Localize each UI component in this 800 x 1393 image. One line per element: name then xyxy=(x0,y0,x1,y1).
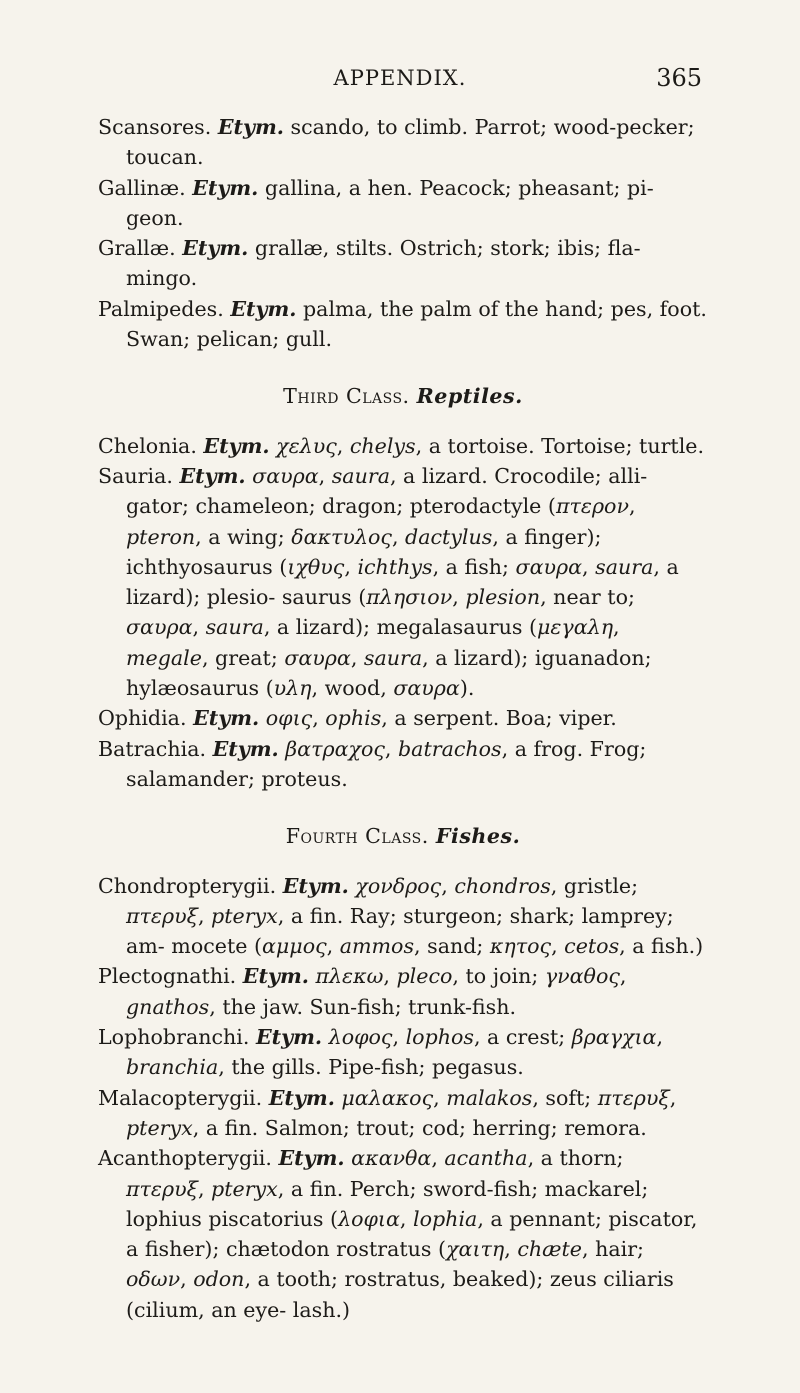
entry-text: gallina, a hen. Peacock; pheasant; pi- geon. xyxy=(126,175,654,230)
transliteration: pteryx xyxy=(211,903,278,928)
greek-word: πτερυξ xyxy=(126,903,198,928)
etym-label: Etym. xyxy=(278,1146,345,1171)
greek-word: πλεκω xyxy=(315,964,384,989)
entry-grallae xyxy=(98,233,708,294)
entry-term: Lophobranchi. xyxy=(98,1025,250,1050)
transliteration: saura xyxy=(363,645,423,670)
transliteration: gnathos xyxy=(126,994,210,1019)
transliteration: pleco xyxy=(396,964,453,989)
entry-text: , a serpent. Boa; viper. xyxy=(381,706,617,731)
transliteration: acantha xyxy=(444,1146,528,1171)
entry-text: scando, to climb. Parrot; wood-pecker; toucan. xyxy=(126,115,695,170)
transliteration: batrachos xyxy=(398,736,502,761)
section-heading-reptiles xyxy=(98,381,708,411)
section-heading-fishes xyxy=(98,821,708,851)
entry-text: , hair; xyxy=(581,1237,644,1262)
entry-text: ). xyxy=(459,676,475,701)
class-label: Third Class. xyxy=(283,384,410,409)
transliteration: ophis xyxy=(325,706,382,731)
entry-palmipedes xyxy=(98,294,708,355)
entry-plectognathi: Plectognathi. Etym. πλεκω, pleco, to join; γναθος, gnathos, the jaw. Sun-fish; trunk-fish. xyxy=(98,964,627,1019)
transliteration: saura xyxy=(331,463,390,488)
greek-word: πτερυξ xyxy=(126,1176,198,1201)
transliteration: odon xyxy=(193,1267,245,1292)
greek-word: πλησιον xyxy=(366,585,453,610)
entry-text: , a lizard. Crocodile; alli- gator; chameleon; dragon; pterodactyle ( xyxy=(126,463,648,519)
entry-text: , a wing; xyxy=(195,524,292,549)
page-header xyxy=(0,58,800,98)
entry-text: , a fin. Ray; sturgeon; shark; lamprey; am- mocete ( xyxy=(126,903,674,959)
etym-label: Etym. xyxy=(203,433,270,458)
page-number: 365 xyxy=(656,64,702,92)
etym-label: Etym. xyxy=(179,463,246,488)
greek-word: σαυρα xyxy=(126,615,193,640)
greek-word: σαυρα xyxy=(252,463,319,488)
greek-word: σαυρα xyxy=(515,554,583,579)
entry-term: Chondropterygii. xyxy=(98,873,277,898)
entry-text: , the jaw. Sun-fish; trunk-fish. xyxy=(209,994,517,1019)
entry-term: Scansores. xyxy=(98,115,212,139)
greek-word: σαυρα xyxy=(284,645,351,670)
entry-text: , a tortoise. Tortoise; turtle. xyxy=(415,433,705,458)
entry-text: , a fin. Perch; sword-fish; mackarel; lophius piscatorius ( xyxy=(126,1176,649,1231)
entry-term: Chelonia. xyxy=(98,433,197,458)
page-body xyxy=(98,112,708,1325)
etym-label: Etym. xyxy=(217,115,284,139)
greek-word: μαλακος xyxy=(341,1085,434,1110)
greek-word: λοφια xyxy=(338,1206,400,1231)
entry-text: , a frog. Frog; salamander; proteus. xyxy=(126,736,647,791)
greek-word: χελυς xyxy=(276,433,337,458)
transliteration: lophos xyxy=(405,1025,474,1050)
entry-term: Grallæ. xyxy=(98,236,176,261)
entry-batrachia: Batrachia. Etym. βατραχος, batrachos, a frog. Frog; salamander; proteus. xyxy=(98,736,647,791)
transliteration: pteryx xyxy=(211,1176,278,1201)
transliteration: lophia xyxy=(413,1206,478,1231)
entry-text: , the gills. Pipe-fish; pegasus. xyxy=(218,1055,524,1080)
greek-word: λοφος xyxy=(328,1025,393,1050)
entry-text: grallæ, stilts. Ostrich; stork; ibis; fla- mingo. xyxy=(126,236,641,291)
entry-text: , a finger); ichthyosaurus ( xyxy=(126,524,602,579)
transliteration: chondros xyxy=(454,873,551,898)
entry-text: , a thorn; xyxy=(527,1146,624,1171)
entry-gallinae xyxy=(98,173,708,234)
greek-word: ιχθυς xyxy=(287,554,345,579)
greek-word: σαυρα xyxy=(393,676,460,701)
entry-text: , a lizard); plesio- saurus ( xyxy=(126,554,679,610)
entry-sauria: Sauria. Etym. σαυρα, saura, a lizard. Crocodile; alli- gator; chameleon; dragon; pterodactyle (πτερον, pteron, a wing; δακτυλος, dactylus, a finger); ichthyosaurus (ιχθυς, ichthys, a fish; σαυρα, saura, a lizard); plesio- saurus (πλησιον, plesion, near to; σαυρα, saura, a lizard); megalasaurus (μεγαλη, megale, great; σαυρα, saura, a lizard); iguanadon; hylæosaurus (υλη, wood, σαυρα). xyxy=(98,463,679,701)
greek-word: πτερυξ xyxy=(597,1085,670,1110)
entry-term: Malacopterygii. xyxy=(98,1085,263,1110)
transliteration: cetos xyxy=(564,934,620,959)
entry-lophobranchi: Lophobranchi. Etym. λοφος, lophos, a crest; βραγχια, branchia, the gills. Pipe-fish; pegasus. xyxy=(98,1025,664,1080)
etym-label: Etym. xyxy=(192,175,259,200)
entry-text: , a fish.) xyxy=(619,934,704,959)
entry-term: Gallinæ. xyxy=(98,175,186,200)
entry-text: , gristle; xyxy=(550,873,639,898)
entry-term: Palmipedes. xyxy=(98,296,224,321)
greek-word: γναθος xyxy=(544,964,620,989)
etym-label: Etym. xyxy=(268,1085,335,1110)
transliteration: saura xyxy=(595,554,654,579)
greek-word: οφις xyxy=(265,706,313,731)
entry-text: , a crest; xyxy=(473,1025,572,1050)
entry-term: Plectognathi. xyxy=(98,964,237,989)
entry-acanthopterygii: Acanthopterygii. Etym. ακανθα, acantha, a thorn; πτερυξ, pteryx, a fin. Perch; sword-fish; mackarel; lophius piscatorius (λοφια, lophia, a pennant; piscator, a fisher); chætodon rostratus (χαιτη, chæte, hair; οδων, odon, a tooth; rostratus, beaked); zeus ciliaris (cilium, an eye- lash.) xyxy=(98,1146,698,1322)
entry-term: Ophidia. xyxy=(98,706,187,731)
entry-text: , great; xyxy=(201,645,285,670)
greek-word: υλη xyxy=(273,676,312,701)
class-label: Fourth Class. xyxy=(285,824,429,849)
transliteration: saura xyxy=(205,615,264,640)
entry-scansores xyxy=(98,112,708,173)
greek-word: αμμος xyxy=(262,934,327,959)
greek-word: βραγχια xyxy=(571,1025,657,1050)
entry-text: , to join; xyxy=(452,964,545,989)
greek-word: δακτυλος xyxy=(291,524,392,549)
etym-label: Etym. xyxy=(282,873,349,898)
entry-text: , near to; xyxy=(540,585,635,610)
class-group: Fishes. xyxy=(435,824,521,849)
entry-term: Acanthopterygii. xyxy=(98,1146,272,1171)
entry-chondropterygii: Chondropterygii. Etym. χονδρος, chondros, gristle; πτερυξ, pteryx, a fin. Ray; sturgeon; shark; lamprey; am- mocete (αμμος, ammos, sand; κητος, cetos, a fish.) xyxy=(98,873,704,959)
entry-term: Batrachia. xyxy=(98,736,207,761)
entry-text: , soft; xyxy=(532,1085,598,1110)
entry-text: , wood, xyxy=(311,676,394,701)
etym-label: Etym. xyxy=(255,1025,323,1050)
entry-text: , a fish; xyxy=(432,554,516,579)
greek-word: βατραχος xyxy=(285,736,385,761)
entry-chelonia: Chelonia. Etym. χελυς, chelys, a tortoise. Tortoise; turtle. xyxy=(98,433,705,458)
etym-label: Etym. xyxy=(182,236,249,261)
class-group: Reptiles. xyxy=(416,384,523,409)
entry-text: , a fin. Salmon; trout; cod; herring; remora. xyxy=(192,1115,647,1140)
transliteration: megale xyxy=(126,645,202,670)
etym-label: Etym. xyxy=(193,706,260,731)
entry-text: , sand; xyxy=(414,934,490,959)
transliteration: ammos xyxy=(339,934,415,959)
transliteration: dactylus xyxy=(405,524,493,549)
transliteration: plesion xyxy=(465,585,541,610)
entry-text: , a pennant; piscator, a fisher); chætodon rostratus ( xyxy=(126,1206,698,1262)
entry-text: , a tooth; rostratus, beaked); zeus ciliaris (cilium, an eye- lash.) xyxy=(126,1267,674,1322)
greek-word: οδων xyxy=(126,1267,181,1292)
greek-word: ακανθα xyxy=(351,1146,432,1171)
etym-label: Etym. xyxy=(230,296,297,321)
greek-word: χαιτη xyxy=(446,1237,505,1262)
entry-text: , a lizard); iguanadon; hylæosaurus ( xyxy=(126,645,652,701)
entry-malacopterygii: Malacopterygii. Etym. μαλακος, malakos, soft; πτερυξ, pteryx, a fin. Salmon; trout; cod; herring; remora. xyxy=(98,1085,677,1140)
transliteration: chelys xyxy=(349,433,416,458)
running-head: APPENDIX. xyxy=(333,66,467,90)
transliteration: pteryx xyxy=(126,1115,193,1140)
greek-word: κητος xyxy=(489,934,552,959)
greek-word: χονδρος xyxy=(355,873,442,898)
transliteration: ichthys xyxy=(357,554,433,579)
etym-label: Etym. xyxy=(212,736,279,761)
greek-word: πτερον xyxy=(555,494,629,519)
transliteration: pteron xyxy=(126,524,196,549)
entry-text: palma, the palm of the hand; pes, foot. Swan; pelican; gull. xyxy=(126,296,707,352)
transliteration: malakos xyxy=(446,1085,533,1110)
transliteration: chæte xyxy=(517,1237,582,1262)
greek-word: μεγαλη xyxy=(537,615,614,640)
entry-ophidia: Ophidia. Etym. οφις, ophis, a serpent. Boa; viper. xyxy=(98,706,617,731)
transliteration: branchia xyxy=(126,1055,219,1080)
entry-text: , a lizard); megalasaurus ( xyxy=(263,615,537,640)
etym-label: Etym. xyxy=(242,964,309,989)
entry-term: Sauria. xyxy=(98,463,173,488)
